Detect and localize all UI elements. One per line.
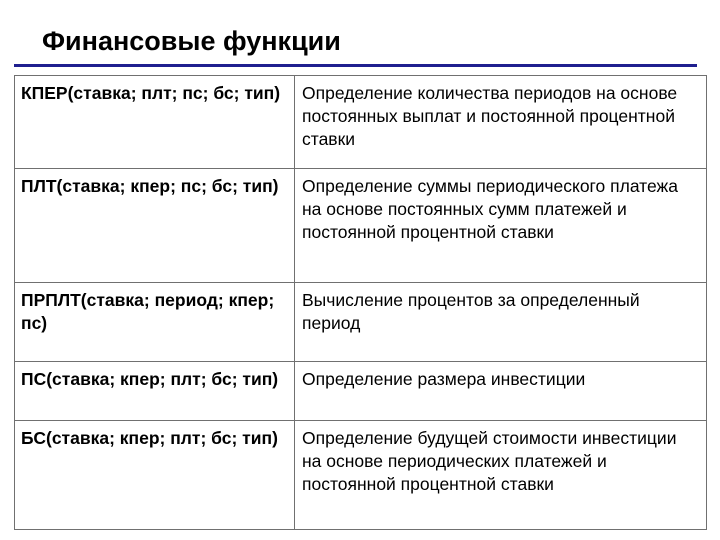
table-row bbox=[15, 169, 707, 283]
function-description-cell: Определение суммы периодического платежа на основе постоянных сумм платежей и постоянной процентной ставки bbox=[295, 169, 707, 283]
table-row bbox=[15, 283, 707, 362]
function-description-cell: Определение количества периодов на основе постоянных выплат и постоянной процентной ставки bbox=[295, 76, 707, 169]
function-name-cell: ПС(ставка; кпер; плт; бс; тип) bbox=[15, 362, 295, 421]
page-title: Финансовые функции bbox=[42, 26, 341, 56]
table-row bbox=[15, 362, 707, 421]
function-name-cell: БС(ставка; кпер; плт; бс; тип) bbox=[15, 421, 295, 530]
function-name-cell: КПЕР(ставка; плт; пс; бс; тип) bbox=[15, 76, 295, 169]
function-description-cell: Определение будущей стоимости инвестиции на основе периодических платежей и постоянной процентной ставки bbox=[295, 421, 707, 530]
function-description-cell: Определение размера инвестиции bbox=[295, 362, 707, 421]
function-name-cell: ПЛТ(ставка; кпер; пс; бс; тип) bbox=[15, 169, 295, 283]
function-name-cell: ПРПЛТ(ставка; период; кпер; пс) bbox=[15, 283, 295, 362]
function-description-cell: Вычисление процентов за определенный период bbox=[295, 283, 707, 362]
title-underline bbox=[14, 64, 697, 67]
table-row bbox=[15, 421, 707, 530]
table-row bbox=[15, 76, 707, 169]
functions-table bbox=[14, 75, 707, 530]
